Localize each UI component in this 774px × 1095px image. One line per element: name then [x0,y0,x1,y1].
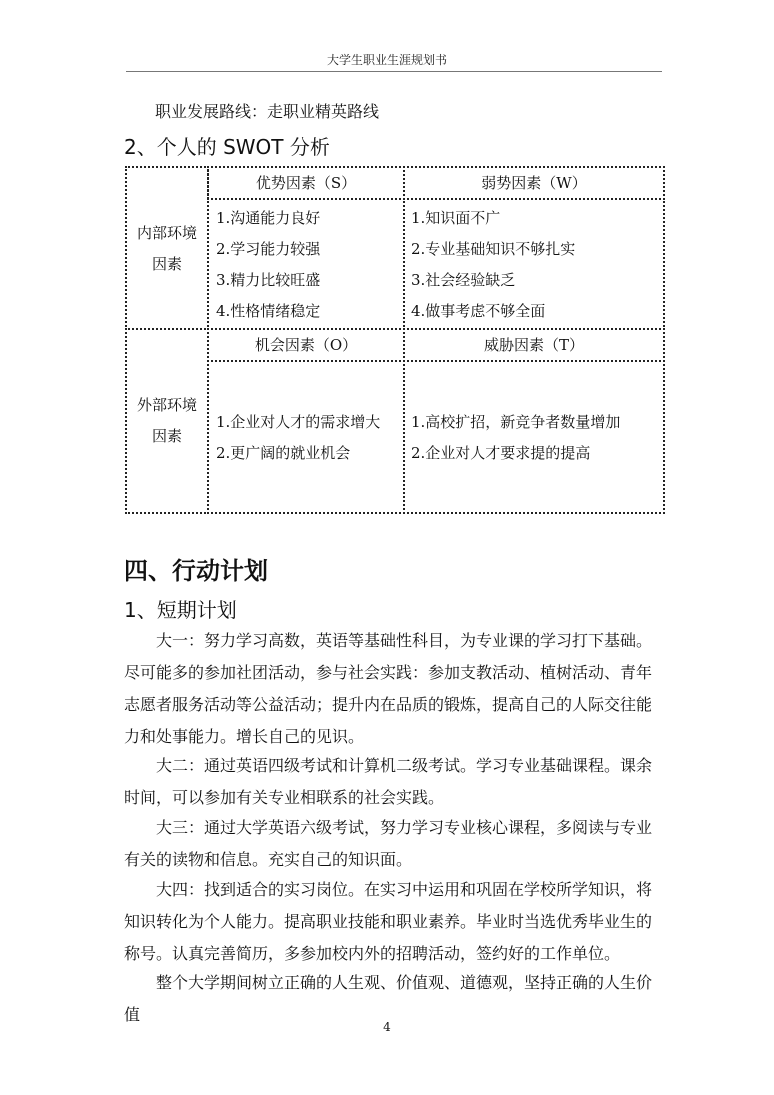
subsection-title: 1、短期计划 [124,598,237,622]
paragraph-senior: 大四：找到适合的实习岗位。在实习中运用和巩固在学校所学知识，将知识转化为个人能力。提高职业技能和职业素养。毕业时当选优秀毕业生的称号。认真完善简历，多参加校内外的招聘活动，签约好的工作单位。 [124,880,653,963]
section-title: 四、行动计划 [124,557,268,585]
threats-cell [403,360,665,514]
weakness-item: 3.社会经验缺乏 [411,271,516,289]
running-header: 大学生职业生涯规划书 [326,53,447,67]
weakness-item: 1.知识面不广 [411,209,501,227]
paragraph-sophomore: 大二：通过英语四级考试和计算机二级考试。学习专业基础课程。课余时间，可以参加有关专业相联系的社会实践。 [124,756,653,807]
internal-label-cell [125,166,209,330]
threat-item: 2.企业对人才要求提的提高 [411,444,591,462]
weaknesses-cell [403,198,665,330]
swot-table [125,166,665,514]
external-label-cell [125,328,209,514]
weakness-item: 4.做事考虑不够全面 [411,302,546,320]
header-rule [126,71,662,72]
strength-item: 1.沟通能力良好 [216,209,321,227]
external-label-line1: 外部环境 [136,396,197,414]
internal-label-line1: 内部环境 [136,224,197,242]
paragraph-freshman: 大一：努力学习高数，英语等基础性科目，为专业课的学习打下基础。尽可能多的参加社团活动，参与社会实践：参加支教活动、植树活动、青年志愿者服务活动等公益活动；提升内在品质的锻炼，提高自己的人际交往能力和处事能力。增长自己的见识。 [124,631,653,746]
weaknesses-header: 弱势因素（W） [403,166,665,200]
strengths-cell [207,198,405,330]
threat-item: 1.高校扩招，新竞争者数量增加 [411,413,621,431]
threats-header: 威胁因素（T） [403,328,665,362]
external-label-line2: 因素 [151,427,182,445]
career-path-line: 职业发展路线：走职业精英路线 [155,102,380,121]
strengths-header: 优势因素（S） [207,166,405,200]
strength-item: 2.学习能力较强 [216,240,321,258]
paragraph-junior: 大三：通过大学英语六级考试，努力学习专业核心课程，多阅读与专业有关的读物和信息。充实自己的知识面。 [124,818,653,869]
opportunities-cell [207,360,405,514]
weakness-item: 2.专业基础知识不够扎实 [411,240,576,258]
opportunities-header: 机会因素（O） [207,328,405,362]
paragraph-overall: 整个大学期间树立正确的人生观、价值观、道德观，坚持正确的人生价值 [124,973,653,1024]
opportunity-item: 2.更广阔的就业机会 [216,444,351,462]
strength-item: 4.性格情绪稳定 [216,302,321,320]
internal-label-line2: 因素 [151,255,182,273]
page-number: 4 [383,1020,391,1034]
opportunity-item: 1.企业对人才的需求增大 [216,413,381,431]
strength-item: 3.精力比较旺盛 [216,271,321,289]
swot-title: 2、个人的 SWOT 分析 [124,135,330,159]
